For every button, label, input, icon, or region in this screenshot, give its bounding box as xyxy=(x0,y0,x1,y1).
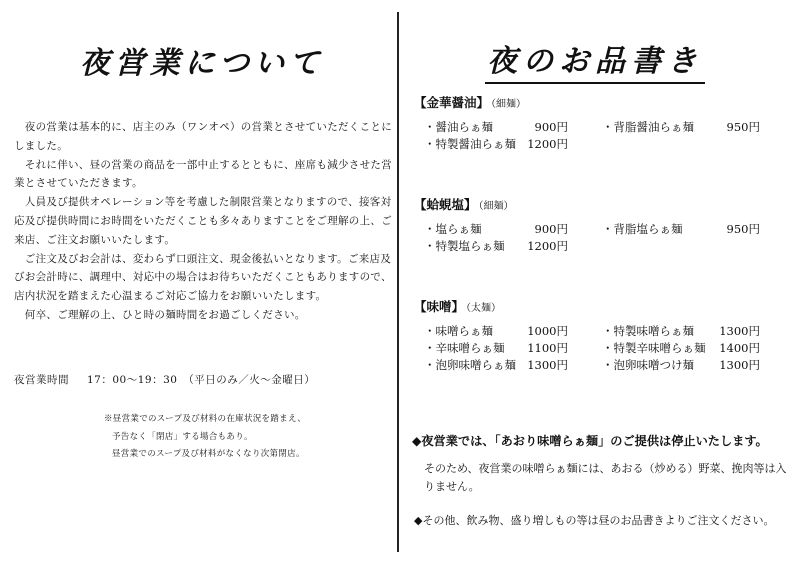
item-name: ・特製塩らぁ麺 xyxy=(424,239,505,253)
night-menu-title: 夜のお品書き xyxy=(485,36,705,84)
menu-section-miso xyxy=(414,297,790,315)
paragraph: ご注文及びお会計は、変わらず口頭注文、現金後払いとなります。ご来店及びお会計時に、調理中、対応中の場合はお待ちいただくこともありますので、店内状況を踏まえた心温まるご対応ご協力をお願いいたします。 xyxy=(14,252,392,303)
item-name: ・味噌らぁ麺 xyxy=(424,324,493,338)
item-name: ・背脂塩らぁ麺 xyxy=(602,222,683,236)
paragraph: 人員及び提供オペレーション等を考慮した制限営業となりますので、接客対応及び提供時間にお時間をいただくことも多々ありますことをご理解の上、ご来店、ご注文お願いいたします。 xyxy=(14,196,392,246)
section-heading xyxy=(414,195,790,213)
item-name: ・特製辛味噌らぁ麺 xyxy=(602,341,706,355)
item-price: 950円 xyxy=(726,222,760,236)
paragraph: 何卒、ご理解の上、ひと時の麺時間をお過ごしください。 xyxy=(14,308,306,321)
item-price: 900円 xyxy=(534,222,568,236)
menu-item xyxy=(602,221,683,237)
menu-item xyxy=(602,323,694,339)
section-name: 【味噌】 xyxy=(414,299,465,314)
item-name: ・醤油らぁ麺 xyxy=(424,120,493,134)
item-price: 900円 xyxy=(534,120,568,134)
item-price: 1300円 xyxy=(719,324,760,338)
paragraph: 夜の営業は基本的に、店主のみ（ワンオペ）の営業とさせていただくことにしました。 xyxy=(14,121,392,152)
item-name: ・背脂醤油らぁ麺 xyxy=(602,120,694,134)
item-price: 1100円 xyxy=(527,341,568,355)
section-heading xyxy=(414,297,790,315)
hours-time: 17：00～19：30 （平日のみ／火～金曜日） xyxy=(87,374,316,386)
aori-miso-notice: ◆夜営業では、「あおり味噌らぁ麺」のご提供は停止いたします。 xyxy=(412,434,768,448)
menu-item xyxy=(424,340,505,356)
noodle-type: （細麺） xyxy=(478,201,514,212)
item-price: 950円 xyxy=(726,120,760,134)
item-price: 1200円 xyxy=(527,239,568,253)
item-name: ・特製醤油らぁ麺 xyxy=(424,137,516,151)
item-name: ・泡卵味噌つけ麺 xyxy=(602,358,694,372)
menu-item xyxy=(602,119,694,135)
section-heading xyxy=(414,93,790,111)
night-business-description xyxy=(14,118,392,325)
hours-label: 夜営業時間 xyxy=(14,374,69,386)
noodle-type: （太麺） xyxy=(466,303,502,314)
night-business-title: 夜営業について xyxy=(79,46,325,81)
note-line: 昼営業でのスープ及び材料がなくなり次第閉店。 xyxy=(112,449,305,459)
section-name: 【金華醤油】 xyxy=(414,95,490,110)
aori-miso-notice-detail: そのため、夜営業の味噌らぁ麺には、あおる（炒める）野菜、挽肉等は入りません。 xyxy=(424,462,787,493)
item-name: ・泡卵味噌らぁ麺 xyxy=(424,358,516,372)
closing-notes xyxy=(104,411,394,464)
menu-item xyxy=(424,357,516,373)
menu-item xyxy=(424,119,493,135)
item-price: 1300円 xyxy=(719,358,760,372)
note-line: ※昼営業でのスープ及び材料の在庫状況を踏まえ、 xyxy=(104,414,307,424)
menu-section-shio xyxy=(414,195,790,213)
menu-item xyxy=(424,323,493,339)
item-price: 1400円 xyxy=(719,341,760,355)
item-price: 1300円 xyxy=(527,358,568,372)
paragraph: それに伴い、昼の営業の商品を一部中止するとともに、座席も減少させた営業とさせていただきます。 xyxy=(14,158,392,190)
noodle-type: （細麺） xyxy=(491,99,527,110)
item-price: 1200円 xyxy=(527,137,568,151)
menu-item xyxy=(602,340,706,356)
menu-section-shoyu xyxy=(414,93,790,111)
menu-item xyxy=(424,221,482,237)
menu-item xyxy=(602,357,694,373)
business-hours xyxy=(14,372,392,387)
other-orders-notice: ◆その他、飲み物、盛り増しもの等は昼のお品書きよりご注文ください。 xyxy=(414,514,775,527)
item-name: ・塩らぁ麺 xyxy=(424,222,482,236)
column-divider xyxy=(397,12,399,552)
item-price: 1000円 xyxy=(527,324,568,338)
item-name: ・特製味噌らぁ麺 xyxy=(602,324,694,338)
menu-item xyxy=(424,136,516,152)
item-name: ・辛味噌らぁ麺 xyxy=(424,341,505,355)
section-name: 【蛤蜆塩】 xyxy=(414,197,477,212)
note-line: 予告なく「閉店」する場合もあり。 xyxy=(112,431,253,442)
menu-item xyxy=(424,238,505,254)
